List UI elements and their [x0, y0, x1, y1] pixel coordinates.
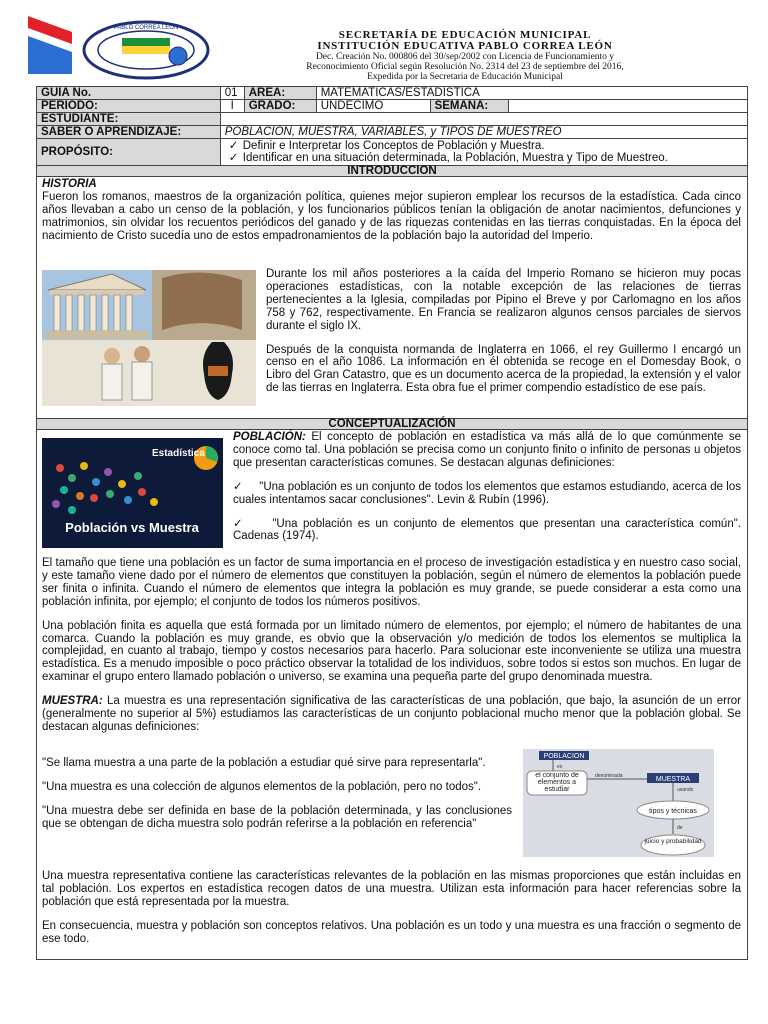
proposito-item: ✓ Identificar en una situación determinada, la Población, Muestra y Tipo de Muestreo.	[228, 152, 668, 164]
saber-value: POBLACION, MUESTRA, VARIABLES, y TIPOS DE MUESTREO	[220, 126, 747, 139]
paragraph-tamano: El tamaño que tiene una población es un factor de suma importancia en el proceso de investigación estadística y en nuestro caso social, y este tamaño viene dado por el número de elementos que constituyen la población, según el número de elementos la población puede ser finita o infinita. Cuando el número de elementos que integra la población es muy grande, se puede considerar a esta como una población infinita, por ejemplo; el conjunto de todos los números positivos.	[42, 557, 741, 608]
proposito-list	[220, 139, 747, 166]
history-illustration	[42, 270, 256, 406]
muestra-definition	[42, 695, 741, 734]
paragraph-conclusion: En consecuencia, muestra y población son conceptos relativos. Una población es un todo y una muestra es una fracción o segmento de ese todo.	[42, 919, 741, 945]
poblacion-vs-muestra-image	[42, 438, 223, 548]
checkmark-icon: ✓	[233, 517, 245, 530]
checkmark-icon: ✓	[228, 140, 239, 152]
intro-paragraph-1: Fueron los romanos, maestros de la organización política, quienes mejor supieron emplear los recursos de la estadística. Cada cinco años llevaban a cabo un censo de la población, y los funcionarios públicos tenían la obligación de anotar nacimientos, defunciones y matrimonios, sin olvidar los recuentos periódicos del ganado y de las riquezas contenidas en las tierras conquistadas. En la época del nacimiento de Cristo sucedía uno de estos empadronamientos de la población bajo la autoridad del Imperio.	[42, 191, 741, 242]
diagram-node-conjunto: el conjunto de elementos a estudiar	[535, 772, 579, 793]
poblacion-title: POBLACIÓN:	[233, 431, 306, 443]
semana-label: SEMANA:	[430, 100, 508, 113]
proposito-item: ✓ Definir e Interpretar los Conceptos de Población y Muestra.	[228, 140, 545, 152]
guia-value: 01	[220, 87, 244, 100]
poblacion-definition	[233, 431, 741, 470]
poblacion-block	[233, 431, 741, 543]
intro-right-column	[266, 268, 741, 395]
table-row	[37, 113, 748, 126]
checkmark-icon: ✓	[233, 480, 243, 493]
poblacion-def-2: ✓ "Una población es un conjunto de elementos que presentan una característica común". Cadenas (1974).	[233, 517, 741, 543]
header-line-5: Expedida por la Secretaria de Educación Municipal	[367, 72, 563, 82]
table-row	[37, 87, 748, 100]
document-header	[0, 0, 768, 86]
poblacion-text: El concepto de población en estadística va más allá de lo que comúnmente se conoce como tal. Una población se precisa como un conjunto finito o infinito de personas u objetos que presentan características comunes. Se destacan algunas definiciones:	[233, 431, 741, 469]
image-caption-bottom: Población vs Muestra	[65, 520, 199, 535]
historia-title: HISTORIA	[42, 178, 97, 190]
diagram-edge-de: de	[677, 825, 683, 831]
municipal-flag-logo	[26, 14, 74, 76]
image-caption-top: Estadística	[152, 448, 205, 459]
guia-label: GUIA No.	[37, 87, 221, 100]
table-row	[37, 139, 748, 166]
muestra-quotes	[42, 757, 512, 831]
periodo-value: I	[220, 100, 244, 113]
guide-info-table	[36, 86, 748, 166]
quote-3: "Una muestra debe ser definida en base de la población determinada, y las conclusiones que se obtengan de dicha muestra solo podrán referirse a la población en referencia"	[42, 804, 512, 830]
population-size-block	[42, 557, 741, 734]
header-line-2: INSTITUCIÓN EDUCATIVA PABLO CORREA LEÓN	[317, 40, 613, 52]
history-illustration-graphic	[42, 270, 256, 406]
poblacion-vs-muestra-graphic	[42, 438, 223, 548]
conceptualizacion-bar: CONCEPTUALIZACIÓN	[36, 418, 748, 430]
intro-paragraph-3: Después de la conquista normanda de Inglaterra en 1066, el rey Guillermo I encargó un censo en el año 1086. La información en él obtenida se recoge en el Domesday Book, o Libro del Gran Catastro, que es un documento acerca de la propiedad, la extensión y el valor de las tierras en Inglaterra. Esta obra fue el primer compendio estadístico de ese país.	[266, 343, 741, 395]
header-line-1: SECRETARÍA DE EDUCACIÓN MUNICIPAL	[338, 29, 592, 41]
header-line-3: Dec. Creación No. 000806 del 30/sep/2002 con Licencia de Funcionamiento y	[315, 52, 615, 62]
poblacion-def-1: ✓ "Una población es un conjunto de todos los elementos que estamos estudiando, acerca de los cuales intentamos sacar conclusiones". Levin & Rubín (1996).	[233, 480, 742, 506]
grado-label: GRADO:	[244, 100, 316, 113]
header-line-4: Reconocimiento Oficial según Resolución No. 2314 del 23 de septiembre del 2016,	[306, 62, 624, 72]
area-value: MATEMATICAS/ESTADISTICA	[316, 87, 747, 100]
table-row	[37, 126, 748, 139]
estudiante-value[interactable]	[220, 113, 747, 126]
checkmark-icon: ✓	[228, 152, 239, 164]
grado-value: UNDECIMO	[316, 100, 430, 113]
seal-text: PABLO CORREA LEÓN	[113, 25, 179, 31]
diagram-node-muestra: MUESTRA	[655, 776, 691, 783]
paragraph-representativa: Una muestra representativa contiene las características relevantes de la población en las mismas proporciones que están incluidas en tal población. Los expertos en estadística recogen datos de una muestra. Utilizan esta información para hacer referencias sobre la población que está representada por la muestra.	[42, 870, 741, 908]
diagram-node-juicio: juicio y probabilidad	[644, 838, 702, 845]
introduccion-bar: INTRODUCCION	[36, 165, 748, 177]
paragraph-finita: Una población finita es aquella que está formada por un limitado número de elementos, por ejemplo; el número de habitantes de una comarca. Cuando la población es muy grande, es obvio que la observación y/o medición de todos los elementos se multiplica la complejidad, en cuanto al trabajo, tiempo y costos necesarios para hacerlo. Para solucionar este inconveniente se utiliza una muestra estadística. Es a menudo imposible o poco práctico observar la totalidad de los individuos, sobre todos si estos son muchos. En lugar de examinar el grupo entero llamado población o universo, se examina una pequeña parte del grupo denominada muestra.	[42, 619, 741, 684]
concept-map-diagram	[523, 749, 714, 857]
semana-value[interactable]	[508, 100, 747, 113]
conclusion-block	[42, 870, 741, 946]
muestra-text: La muestra es una representación significativa de las características de una población, que bajo, la asunción de un error (generalmente no superior al 5%) estudiamos las características de un conjunto poblacional mucho menor que la población global. Se destacan algunas definiciones:	[42, 695, 741, 733]
diagram-edge-denominada: denominada	[595, 773, 623, 779]
diagram-node-poblacion: POBLACION	[543, 753, 585, 760]
diagram-edge-es: es	[557, 764, 563, 770]
muestra-title: MUESTRA:	[42, 695, 103, 708]
diagram-edge-usando: usando	[677, 787, 694, 793]
proposito-label: PROPÓSITO:	[37, 139, 221, 166]
intro-paragraph-2: Durante los mil años posteriores a la caída del Imperio Romano se hicieron muy pocas operaciones estadísticas, con la notable excepción de las relaciones de tierras pertenecientes a la Iglesia, compiladas por Pipino el Breve y por Carlomagno en los años 758 y 762, respectivamente. En Francia se realizaron algunos censos parciales de siervos durante el siglo IX.	[266, 268, 741, 332]
institution-seal-logo	[82, 20, 210, 80]
table-row	[37, 100, 748, 113]
periodo-label: PERIODO:	[37, 100, 221, 113]
diagram-node-tipos: tipos y técnicas	[649, 808, 697, 815]
quote-1: "Se llama muestra a una parte de la población a estudiar qué sirve para representarla".	[42, 757, 486, 769]
area-label: AREA:	[244, 87, 316, 100]
quote-2: "Una muestra es una colección de algunos elementos de la población, pero no todos".	[42, 780, 482, 793]
saber-label: SABER O APRENDIZAJE:	[37, 126, 221, 139]
estudiante-label: ESTUDIANTE:	[37, 113, 221, 126]
concept-map-graphic	[523, 749, 714, 857]
institution-heading	[215, 30, 715, 82]
